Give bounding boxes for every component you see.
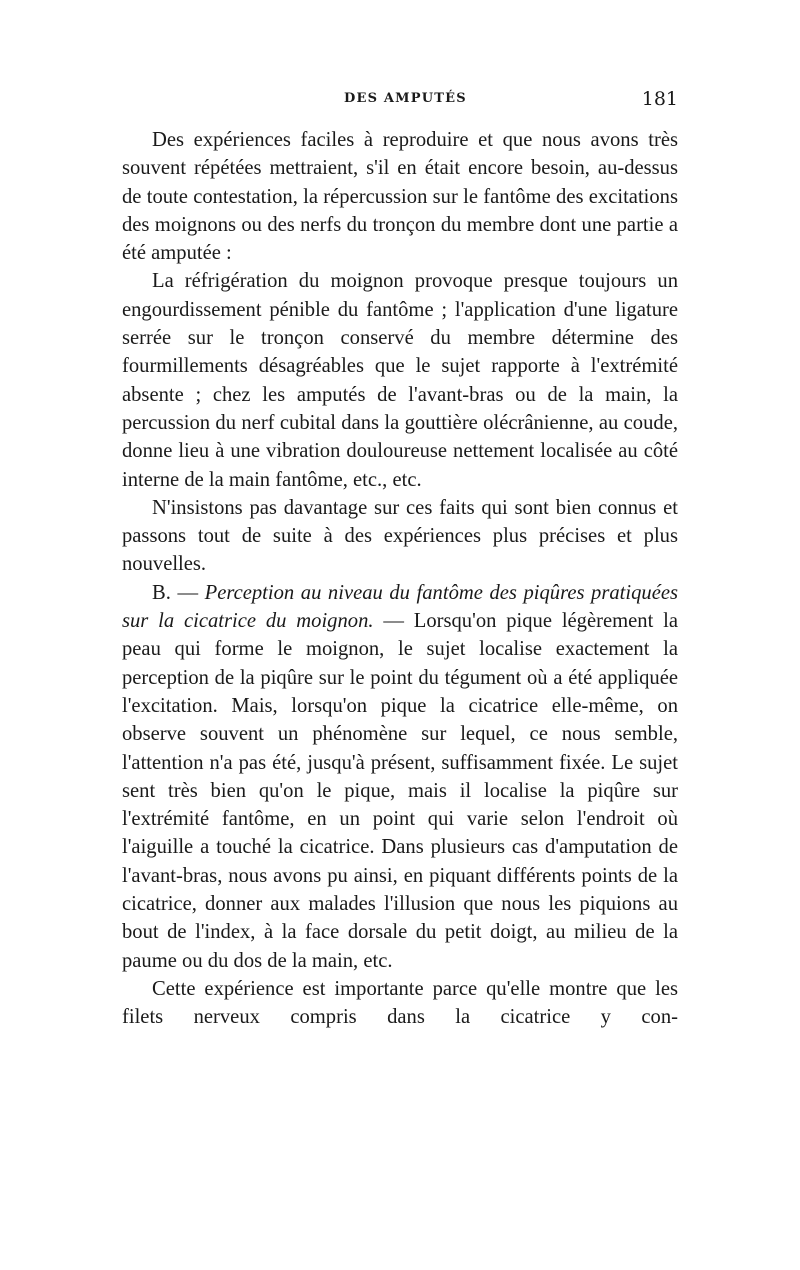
paragraph-5: Cette expérience est importante parce qu'elle montre que les filets nerveux compris dans la cicatrice y con- [122, 977, 678, 1029]
page-header [122, 88, 678, 116]
section-label: B. — [152, 581, 199, 604]
paragraph-2: La réfrigération du moignon provoque presque toujours un engourdissement pénible du fantôme ; l'application d'une ligature serrée sur le tronçon conservé du membre détermine des fourmillements désagréables que le sujet rapporte à l'extrémité absente ; chez les amputés de l'avant-bras ou de la main, la percussion du nerf cubital dans la gouttière olécrânienne, au coude, donne lieu à une vibration douloureuse nettement localisée au côté interne de la main fantôme, etc., etc. [122, 270, 678, 491]
paragraph-4-text: — Lorsqu'on pique légèrement la peau qui forme le moignon, le sujet localise exactement la perception de la piqûre sur le point du tégument où a été appliquée l'excitation. Mais, lorsqu'on pique la cicatrice elle-même, on observe souvent un phénomène sur lequel, ce nous semble, l'attention n'a pas été, jusqu'à présent, suffisamment fixée. Le sujet sent très bien qu'on le pique, mais il localise la piqûre sur l'extrémité fantôme, en un point qui varie selon l'endroit où l'aiguille a touché la cicatrice. Dans plusieurs cas d'amputation de l'avant-bras, nous avons pu ainsi, en piquant différents points de la cicatrice, donner aux malades l'illusion que nous les piquions au bout de l'index, à la face dorsale du petit doigt, au milieu de la paume ou du dos de la main, etc. [122, 610, 678, 972]
paragraph-3: N'insistons pas davantage sur ces faits qui sont bien connus et passons tout de suite à des expériences plus précises et plus nouvelles. [122, 496, 678, 576]
body-text [122, 126, 678, 1032]
paragraph-4 [122, 579, 678, 975]
page-number: 181 [641, 88, 678, 110]
paragraph-1: Des expériences faciles à reproduire et que nous avons très souvent répétées mettraient, s'il en était encore besoin, au-dessus de toute contestation, la répercussion sur le fantôme des excitations des moignons ou des nerfs du tronçon du membre dont une partie a été amputée : [122, 129, 678, 265]
running-head: DES AMPUTÉS [344, 91, 467, 106]
section-heading: Perception au niveau du fantôme des piqûres pratiquées sur la cicatrice du moignon. [122, 581, 678, 633]
